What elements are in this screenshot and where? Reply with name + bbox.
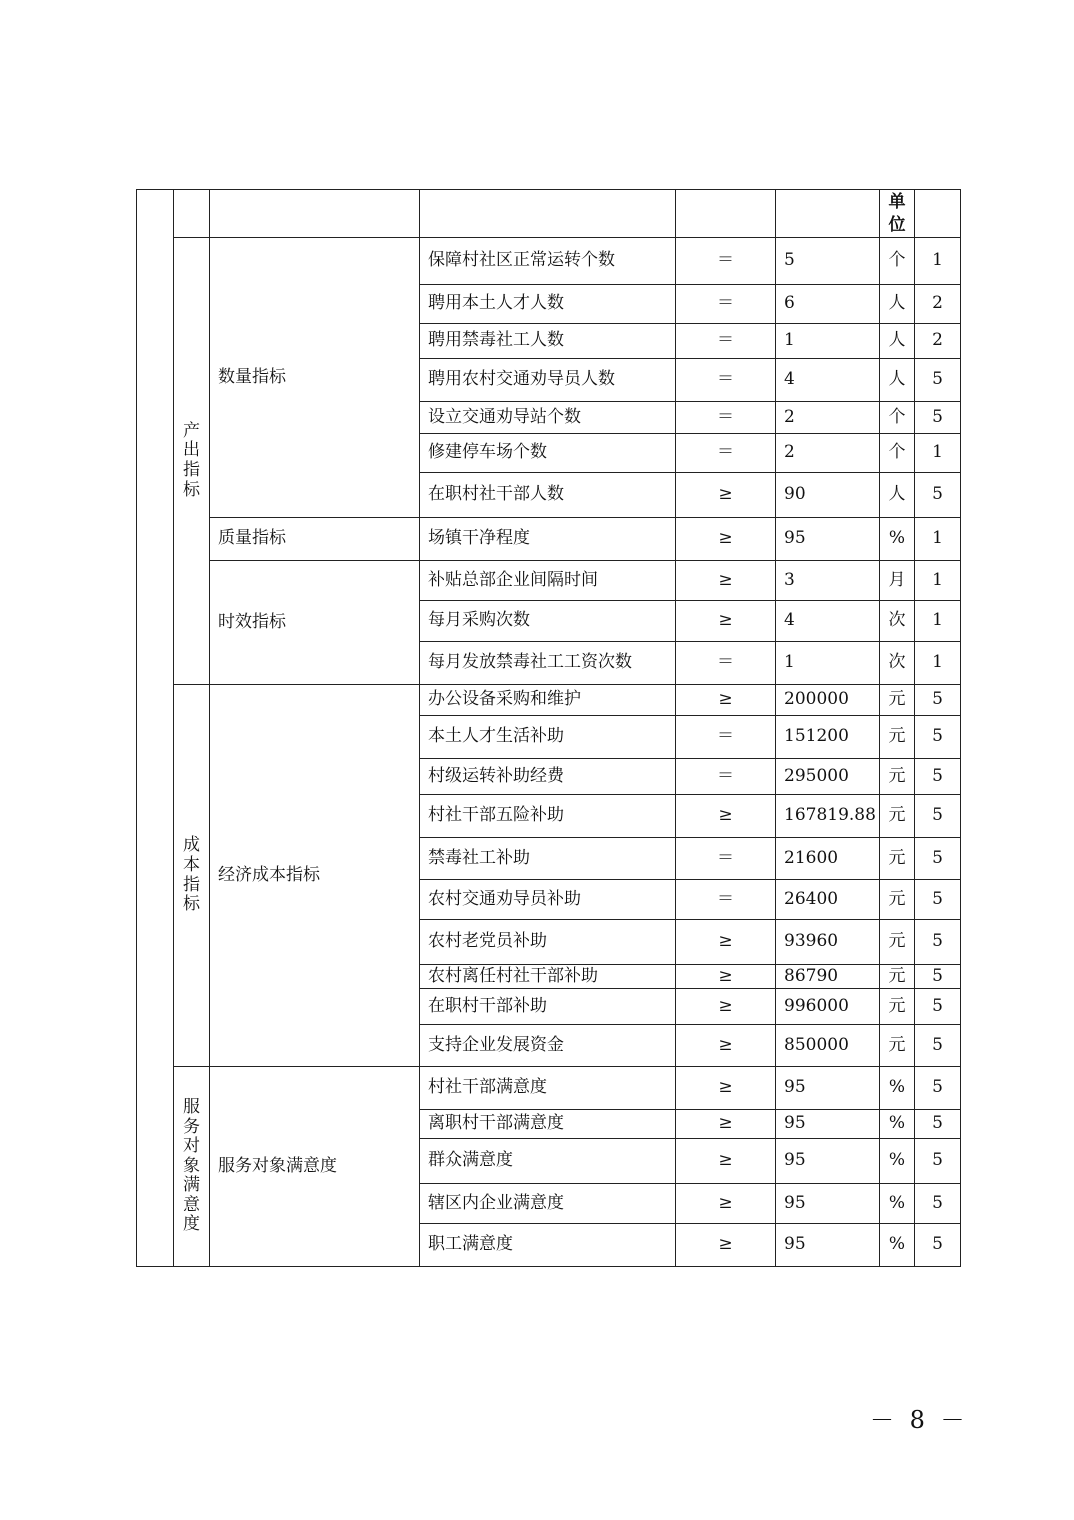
indicator-score: 5 <box>915 473 961 518</box>
comparison-operator: ＝ <box>676 285 776 324</box>
indicator-name: 每月发放禁毒社工工资次数 <box>420 642 676 685</box>
comparison-operator: ＝ <box>676 324 776 359</box>
indicator-unit: % <box>880 1224 915 1267</box>
indicator-value: 167819.88 <box>776 795 880 838</box>
indicator-score: 1 <box>915 434 961 473</box>
indicator-value: 26400 <box>776 880 880 920</box>
indicator-unit: % <box>880 518 915 561</box>
indicator-name: 聘用农村交通劝导员人数 <box>420 359 676 402</box>
comparison-operator: ＝ <box>676 359 776 402</box>
comparison-operator: ≥ <box>676 473 776 518</box>
indicator-unit: 次 <box>880 601 915 642</box>
indicator-name: 村社干部五险补助 <box>420 795 676 838</box>
comparison-operator: ≥ <box>676 920 776 965</box>
comparison-operator: ≥ <box>676 601 776 642</box>
indicator-unit: 元 <box>880 989 915 1025</box>
indicator-score: 5 <box>915 1184 961 1224</box>
comparison-operator: ≥ <box>676 965 776 989</box>
indicator-score: 5 <box>915 1067 961 1110</box>
indicator-unit: 人 <box>880 359 915 402</box>
indicator-value: 95 <box>776 1110 880 1139</box>
indicator-unit: 元 <box>880 685 915 716</box>
comparison-operator: ≥ <box>676 795 776 838</box>
indicator-value: 21600 <box>776 838 880 880</box>
indicator-value: 95 <box>776 1224 880 1267</box>
indicator-row <box>137 518 961 561</box>
level2-indicator-cell: 经济成本指标 <box>210 685 420 1067</box>
indicator-unit: % <box>880 1110 915 1139</box>
comparison-operator: ≥ <box>676 1110 776 1139</box>
indicator-name: 农村交通劝导员补助 <box>420 880 676 920</box>
comparison-operator: ＝ <box>676 434 776 473</box>
indicator-unit: 元 <box>880 795 915 838</box>
indicator-score: 1 <box>915 518 961 561</box>
indicator-row <box>137 1067 961 1110</box>
page-number: － 8 － <box>870 1406 969 1434</box>
level2-indicator-cell: 服务对象满意度 <box>210 1067 420 1267</box>
comparison-operator: ＝ <box>676 716 776 759</box>
comparison-operator: ＝ <box>676 642 776 685</box>
indicator-name: 离职村干部满意度 <box>420 1110 676 1139</box>
indicator-score: 5 <box>915 920 961 965</box>
indicator-score: 5 <box>915 1139 961 1184</box>
level1-indicator-cell: 产 出 指 标 <box>174 238 210 685</box>
indicator-score: 2 <box>915 285 961 324</box>
indicator-unit: 元 <box>880 716 915 759</box>
indicator-name: 聘用禁毒社工人数 <box>420 324 676 359</box>
indicator-unit: 个 <box>880 402 915 434</box>
indicator-value: 151200 <box>776 716 880 759</box>
level2-indicator-cell: 质量指标 <box>210 518 420 561</box>
indicator-value: 95 <box>776 1184 880 1224</box>
indicator-value: 1 <box>776 642 880 685</box>
indicator-unit: 元 <box>880 920 915 965</box>
indicator-value: 850000 <box>776 1025 880 1067</box>
comparison-operator: ≥ <box>676 1067 776 1110</box>
blank-cell <box>210 190 420 238</box>
comparison-operator: ≥ <box>676 1224 776 1267</box>
indicator-value: 2 <box>776 402 880 434</box>
indicator-name: 每月采购次数 <box>420 601 676 642</box>
indicator-name: 支持企业发展资金 <box>420 1025 676 1067</box>
indicator-name: 修建停车场个数 <box>420 434 676 473</box>
indicator-value: 95 <box>776 1067 880 1110</box>
indicator-value: 295000 <box>776 759 880 795</box>
indicator-score: 5 <box>915 1025 961 1067</box>
level2-indicator-cell: 时效指标 <box>210 561 420 685</box>
indicator-name: 禁毒社工补助 <box>420 838 676 880</box>
indicator-score: 1 <box>915 561 961 601</box>
indicator-score: 5 <box>915 838 961 880</box>
indicator-name: 村级运转补助经费 <box>420 759 676 795</box>
indicator-unit: 人 <box>880 285 915 324</box>
indicator-score: 1 <box>915 238 961 285</box>
comparison-operator: ≥ <box>676 685 776 716</box>
indicator-name: 辖区内企业满意度 <box>420 1184 676 1224</box>
comparison-operator: ≥ <box>676 561 776 601</box>
indicator-unit: 次 <box>880 642 915 685</box>
indicator-value: 6 <box>776 285 880 324</box>
indicator-value: 200000 <box>776 685 880 716</box>
indicator-unit: 月 <box>880 561 915 601</box>
indicator-name: 在职村社干部人数 <box>420 473 676 518</box>
indicator-unit: 元 <box>880 759 915 795</box>
comparison-operator: ≥ <box>676 989 776 1025</box>
indicator-score: 5 <box>915 965 961 989</box>
indicator-name: 在职村干部补助 <box>420 989 676 1025</box>
indicator-score: 5 <box>915 989 961 1025</box>
indicator-value: 2 <box>776 434 880 473</box>
indicator-score: 5 <box>915 359 961 402</box>
unit-header-text: 单 位 <box>888 192 906 235</box>
indicator-score: 2 <box>915 324 961 359</box>
indicator-unit: 人 <box>880 473 915 518</box>
indicator-value: 93960 <box>776 920 880 965</box>
indicator-row <box>137 561 961 601</box>
comparison-operator: ＝ <box>676 238 776 285</box>
blank-cell <box>915 190 961 238</box>
level1-indicator-cell: 服 务 对 象 满 意 度 <box>174 1067 210 1267</box>
indicator-score: 5 <box>915 880 961 920</box>
indicator-unit: % <box>880 1067 915 1110</box>
indicator-unit: 人 <box>880 324 915 359</box>
blank-cell <box>174 190 210 238</box>
indicator-value: 95 <box>776 518 880 561</box>
indicator-value: 5 <box>776 238 880 285</box>
header-row <box>137 190 961 238</box>
indicator-unit: 元 <box>880 880 915 920</box>
performance-indicator-table <box>136 189 961 1267</box>
indicator-name: 村社干部满意度 <box>420 1067 676 1110</box>
indicator-score: 5 <box>915 402 961 434</box>
comparison-operator: ≥ <box>676 1139 776 1184</box>
indicator-name: 职工满意度 <box>420 1224 676 1267</box>
indicator-name: 场镇干净程度 <box>420 518 676 561</box>
comparison-operator: ＝ <box>676 402 776 434</box>
indicator-value: 95 <box>776 1139 880 1184</box>
indicator-score: 1 <box>915 642 961 685</box>
indicator-score: 1 <box>915 601 961 642</box>
indicator-name: 聘用本土人才人数 <box>420 285 676 324</box>
indicator-name: 农村离任村社干部补助 <box>420 965 676 989</box>
indicator-name: 设立交通劝导站个数 <box>420 402 676 434</box>
indicator-score: 5 <box>915 795 961 838</box>
indicator-value: 4 <box>776 359 880 402</box>
comparison-operator: ＝ <box>676 838 776 880</box>
indicator-name: 办公设备采购和维护 <box>420 685 676 716</box>
indicator-name: 农村老党员补助 <box>420 920 676 965</box>
comparison-operator: ＝ <box>676 759 776 795</box>
indicator-unit: 元 <box>880 838 915 880</box>
indicator-value: 4 <box>776 601 880 642</box>
indicator-unit: % <box>880 1139 915 1184</box>
blank-cell <box>776 190 880 238</box>
indicator-score: 5 <box>915 1110 961 1139</box>
unit-header <box>880 190 915 238</box>
comparison-operator: ≥ <box>676 518 776 561</box>
blank-cell <box>676 190 776 238</box>
indicator-name: 群众满意度 <box>420 1139 676 1184</box>
blank-outer-column <box>137 190 174 1267</box>
indicator-name: 补贴总部企业间隔时间 <box>420 561 676 601</box>
indicator-score: 5 <box>915 1224 961 1267</box>
indicator-value: 996000 <box>776 989 880 1025</box>
indicator-row <box>137 685 961 716</box>
indicator-unit: 元 <box>880 1025 915 1067</box>
indicator-unit: 元 <box>880 965 915 989</box>
indicator-name: 保障村社区正常运转个数 <box>420 238 676 285</box>
level2-indicator-cell: 数量指标 <box>210 238 420 518</box>
indicator-value: 90 <box>776 473 880 518</box>
indicator-value: 3 <box>776 561 880 601</box>
indicator-row <box>137 238 961 285</box>
comparison-operator: ＝ <box>676 880 776 920</box>
indicator-score: 5 <box>915 685 961 716</box>
indicator-name: 本土人才生活补助 <box>420 716 676 759</box>
indicator-value: 1 <box>776 324 880 359</box>
level1-indicator-cell: 成 本 指 标 <box>174 685 210 1067</box>
indicator-unit: 个 <box>880 434 915 473</box>
indicator-score: 5 <box>915 716 961 759</box>
indicator-unit: % <box>880 1184 915 1224</box>
blank-cell <box>420 190 676 238</box>
indicator-value: 86790 <box>776 965 880 989</box>
indicator-unit: 个 <box>880 238 915 285</box>
comparison-operator: ≥ <box>676 1025 776 1067</box>
comparison-operator: ≥ <box>676 1184 776 1224</box>
indicator-score: 5 <box>915 759 961 795</box>
